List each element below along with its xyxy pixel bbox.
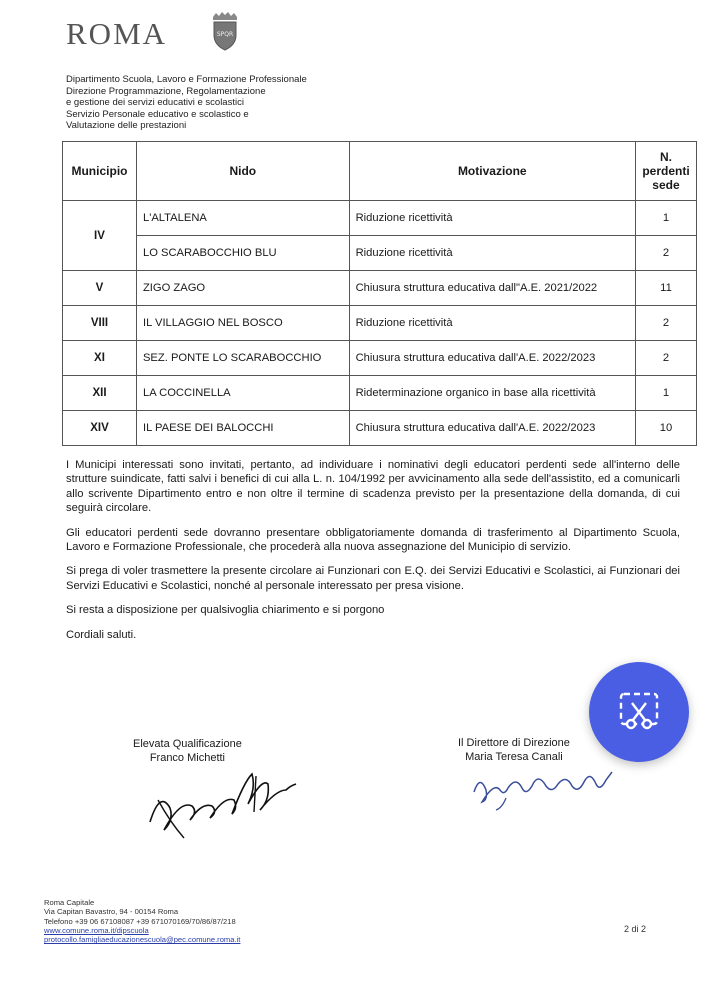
- signature-left-title: Elevata Qualificazione: [133, 738, 242, 750]
- cell-n: 11: [635, 271, 696, 306]
- cell-nido: ZIGO ZAGO: [136, 271, 349, 306]
- table-row: [63, 201, 697, 236]
- cell-n: 2: [635, 236, 696, 271]
- header-municipio: Municipio: [63, 142, 137, 201]
- table-row: [63, 236, 697, 271]
- header-perdenti-sede: [635, 142, 696, 201]
- footer-website-link[interactable]: www.comune.roma.it/dipscuola: [44, 925, 149, 935]
- department-line: Dipartimento Scuola, Lavoro e Formazione Professionale: [66, 74, 307, 85]
- header-perdenti-line: perdenti: [642, 164, 690, 178]
- cell-n: 10: [635, 411, 696, 446]
- cell-n: 1: [635, 376, 696, 411]
- cell-municipio: V: [63, 271, 137, 306]
- cell-municipio: IV: [63, 201, 137, 271]
- table-row: [63, 376, 697, 411]
- cell-motivazione: Rideterminazione organico in base alla ricettività: [349, 376, 635, 411]
- table-row: [63, 341, 697, 376]
- footer-line: Telefono +39 06 67108087 +39 671070169/70/86/87/218: [44, 916, 236, 926]
- cell-nido: IL VILLAGGIO NEL BOSCO: [136, 306, 349, 341]
- cell-n: 1: [635, 201, 696, 236]
- department-line: Direzione Programmazione, Regolamentazione: [66, 85, 266, 97]
- cell-nido: LA COCCINELLA: [136, 376, 349, 411]
- cell-nido: LO SCARABOCCHIO BLU: [136, 236, 349, 271]
- header-motivazione: Motivazione: [349, 142, 635, 201]
- cell-motivazione: Chiusura struttura educativa dall'A.E. 2022/2023: [349, 411, 635, 446]
- letter-body: [66, 458, 680, 652]
- cell-motivazione: Riduzione ricettività: [349, 201, 635, 236]
- header-nido: Nido: [136, 142, 349, 201]
- table-row: [63, 271, 697, 306]
- cell-nido: IL PAESE DEI BALOCCHI: [136, 411, 349, 446]
- roma-crest-icon: [207, 11, 243, 51]
- handwritten-signature-left: [140, 760, 305, 840]
- table-header-row: [63, 142, 697, 201]
- cell-motivazione: Riduzione ricettività: [349, 306, 635, 341]
- signature-right-name: Maria Teresa Canali: [465, 750, 563, 763]
- cell-motivazione: Chiusura struttura educativa dall"A.E. 2021/2022: [349, 271, 635, 306]
- cell-municipio: XIV: [63, 411, 137, 446]
- svg-text:SPQR: SPQR: [216, 31, 234, 38]
- header-perdenti-line: sede: [652, 178, 680, 192]
- closing-salutation: Cordiali saluti.: [66, 628, 137, 641]
- body-paragraph: Si prega di voler trasmettere la presente circolare ai Funzionari con E.Q. dei Servizi Educativi e Scolastici, ai Funzionari dei Servizi Educativi e Scolastici, nonché al personale interessato per presa visione.: [66, 565, 680, 592]
- screenshot-crop-button[interactable]: [589, 662, 689, 762]
- screenshot-scissors-icon: [616, 689, 662, 735]
- cell-municipio: XI: [63, 341, 137, 376]
- table-row: [63, 411, 697, 446]
- cell-municipio: VIII: [63, 306, 137, 341]
- cell-n: 2: [635, 341, 696, 376]
- body-paragraph: Si resta a disposizione per qualsivoglia chiarimento e si porgono: [66, 604, 385, 617]
- cell-nido: L'ALTALENA: [136, 201, 349, 236]
- roma-logo-text: ROMA: [66, 16, 168, 51]
- footer-line: Roma Capitale: [44, 898, 95, 907]
- perdenti-sede-table: [62, 141, 697, 446]
- signature-left-name: Franco Michetti: [149, 751, 226, 764]
- header-perdenti-line: N.: [659, 150, 672, 164]
- signature-right-title: Il Direttore di Direzione: [458, 737, 570, 749]
- signature-right-block: [458, 737, 570, 764]
- body-paragraph: I Municipi interessati sono invitati, pertanto, ad individuare i nominativi degli educatori perdenti sede all'interno delle strutture suindicate, fatti salvi i benefici di cui alla L. n. 104/1992 per avvicinamento alla sede dell'assistito, ed a comunicarli allo scrivente Dipartimento entro e non oltre il termine di scadenza previsto per la presentazione della domanda, di cui seguirà circolare.: [66, 459, 680, 515]
- footer-block: [44, 898, 240, 944]
- handwritten-signature-right: [466, 762, 626, 812]
- cell-n: 2: [635, 306, 696, 341]
- cell-municipio: XII: [63, 376, 137, 411]
- department-line: Servizio Personale educativo e scolastico e: [66, 108, 249, 120]
- footer-pec-link[interactable]: protocollo.famigliaeducazionescuola@pec.comune.roma.it: [44, 935, 241, 945]
- page-number: 2 di 2: [624, 924, 647, 934]
- department-line: e gestione dei servizi educativi e scolastici: [66, 97, 244, 109]
- body-paragraph: Gli educatori perdenti sede dovranno presentare obbligatoriamente domanda di trasferimento al Dipartimento Scuola, Lavoro e Formazione Professionale, che procederà alla nuova assegnazione del Municipio di servizio.: [66, 526, 680, 554]
- footer-line: Via Capitan Bavastro, 94 - 00154 Roma: [44, 907, 179, 917]
- cell-motivazione: Riduzione ricettività: [349, 236, 635, 271]
- department-block: [66, 74, 307, 132]
- cell-nido: SEZ. PONTE LO SCARABOCCHIO: [136, 341, 349, 376]
- cell-motivazione: Chiusura struttura educativa dall'A.E. 2022/2023: [349, 341, 635, 376]
- table-row: [63, 306, 697, 341]
- department-line: Valutazione delle prestazioni: [66, 120, 187, 132]
